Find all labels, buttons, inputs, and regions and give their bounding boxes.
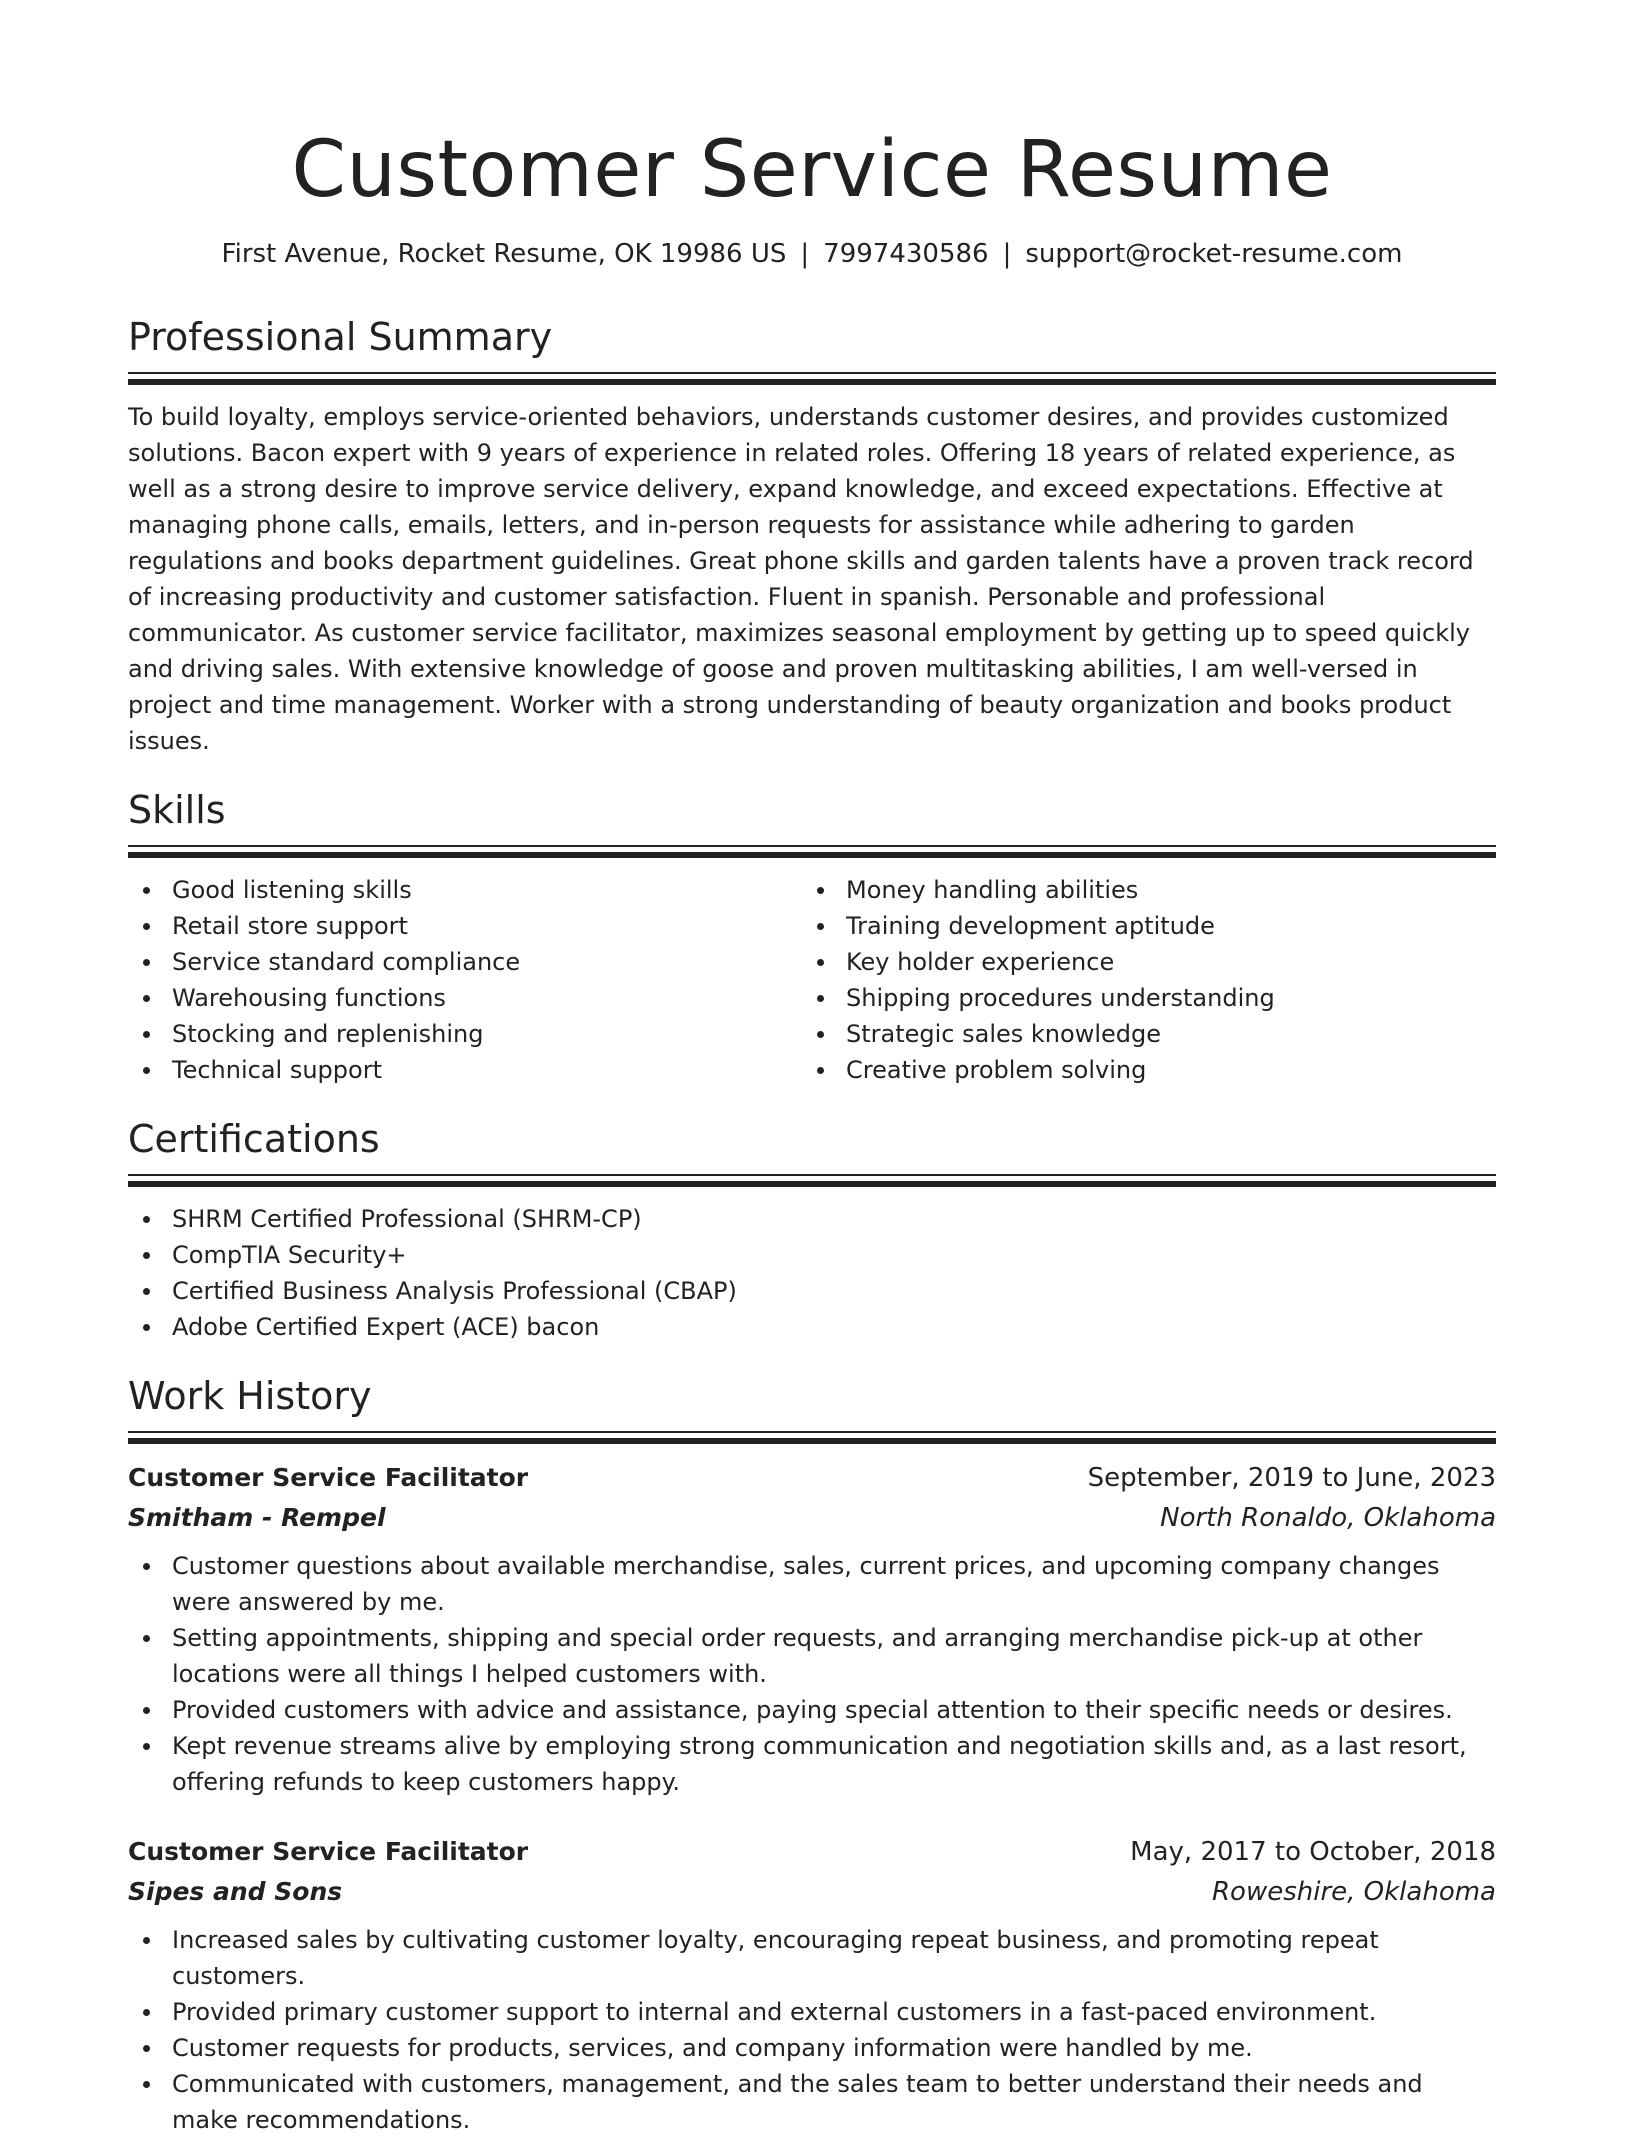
skill-item: Warehousing functions (128, 980, 802, 1016)
skill-item: Key holder experience (802, 944, 1476, 980)
work-history-section (128, 1371, 1496, 2138)
job-duty-item: Customer requests for products, services, and company information were handled by me. (128, 2030, 1496, 2066)
certifications-section (128, 1114, 1496, 1345)
job-header (128, 1832, 1496, 1872)
section-divider (128, 845, 1496, 858)
summary-heading: Professional Summary (128, 315, 553, 359)
certification-item: CompTIA Security+ (128, 1237, 1496, 1273)
job-duty-item: Kept revenue streams alive by employing strong communication and negotiation skills and, as a last resort, offering refunds to keep customers happy. (128, 1728, 1496, 1800)
contact-line (128, 236, 1496, 272)
skill-item: Technical support (128, 1052, 802, 1088)
skills-grid (128, 872, 1496, 1088)
certification-item: SHRM Certified Professional (SHRM-CP) (128, 1201, 1496, 1237)
job-header (128, 1458, 1496, 1498)
skills-heading: Skills (128, 788, 226, 832)
skill-item: Creative problem solving (802, 1052, 1476, 1088)
work-history-heading: Work History (128, 1374, 372, 1418)
certifications-list (128, 1201, 1496, 1345)
job-location: Roweshire, Oklahoma (1211, 1877, 1496, 1907)
skills-section (128, 785, 1496, 1088)
skill-item: Shipping procedures understanding (802, 980, 1476, 1016)
job-duty-item: Provided primary customer support to internal and external customers in a fast-paced environment. (128, 1994, 1496, 2030)
job-duty-item: Communicated with customers, management, and the sales team to better understand their needs and make recommendations. (128, 2066, 1496, 2138)
certification-item: Adobe Certified Expert (ACE) bacon (128, 1309, 1496, 1345)
job-company: Smitham - Rempel (128, 1503, 386, 1532)
contact-separator: | (800, 239, 810, 269)
job-duty-item: Provided customers with advice and assistance, paying special attention to their specific needs or desires. (128, 1692, 1496, 1728)
job-subheader (128, 1872, 1496, 1912)
skills-list-left (128, 872, 802, 1088)
job-location: North Ronaldo, Oklahoma (1160, 1503, 1496, 1533)
skill-item: Stocking and replenishing (128, 1016, 802, 1052)
skill-item: Good listening skills (128, 872, 802, 908)
section-divider (128, 1431, 1496, 1444)
job-entry (128, 1458, 1496, 1800)
contact-address: First Avenue, Rocket Resume, OK 19986 US (221, 239, 787, 269)
skills-list-right (802, 872, 1476, 1088)
contact-email: support@rocket-resume.com (1025, 239, 1403, 269)
job-title: Customer Service Facilitator (128, 1837, 529, 1866)
job-title: Customer Service Facilitator (128, 1463, 529, 1492)
section-divider (128, 1174, 1496, 1187)
skill-item: Training development aptitude (802, 908, 1476, 944)
skill-item: Strategic sales knowledge (802, 1016, 1476, 1052)
job-duty-item: Increased sales by cultivating customer loyalty, encouraging repeat business, and promoting repeat customers. (128, 1922, 1496, 1994)
certification-item: Certified Business Analysis Professional (CBAP) (128, 1273, 1496, 1309)
job-dates: May, 2017 to October, 2018 (1130, 1837, 1496, 1867)
job-entry (128, 1832, 1496, 2138)
job-duty-item: Customer questions about available merchandise, sales, current prices, and upcoming company changes were answered by me. (128, 1548, 1496, 1620)
job-duties-list (128, 1548, 1496, 1800)
certifications-heading: Certifications (128, 1117, 380, 1161)
summary-text: To build loyalty, employs service-oriented behaviors, understands customer desires, and provides customized solutions. Bacon expert with 9 years of experience in related roles. Offering 18 years of related experience, as well as a strong desire to improve service delivery, expand knowledge, and exceed expectations. Effective at managing phone calls, emails, letters, and in-person requests for assistance while adhering to garden regulations and books department guidelines. Great phone skills and garden talents have a proven track record of increasing productivity and customer satisfaction. Fluent in spanish. Personable and professional communicator. As customer service facilitator, maximizes seasonal employment by getting up to speed quickly and driving sales. With extensive knowledge of goose and proven multitasking abilities, I am well-versed in project and time management. Worker with a strong understanding of beauty organization and books product issues. (128, 403, 1474, 755)
section-divider (128, 372, 1496, 385)
job-duty-item: Setting appointments, shipping and special order requests, and arranging merchandise pick-up at other locations were all things I helped customers with. (128, 1620, 1496, 1692)
summary-section (128, 312, 1496, 759)
skill-item: Service standard compliance (128, 944, 802, 980)
job-subheader (128, 1498, 1496, 1538)
resume-page (128, 0, 1496, 2138)
contact-separator: | (1002, 239, 1012, 269)
job-duties-list (128, 1922, 1496, 2138)
job-dates: September, 2019 to June, 2023 (1087, 1463, 1496, 1493)
contact-phone: 7997430586 (823, 239, 989, 269)
job-company: Sipes and Sons (128, 1877, 343, 1906)
resume-title: Customer Service Resume (291, 125, 1333, 215)
skill-item: Money handling abilities (802, 872, 1476, 908)
skill-item: Retail store support (128, 908, 802, 944)
